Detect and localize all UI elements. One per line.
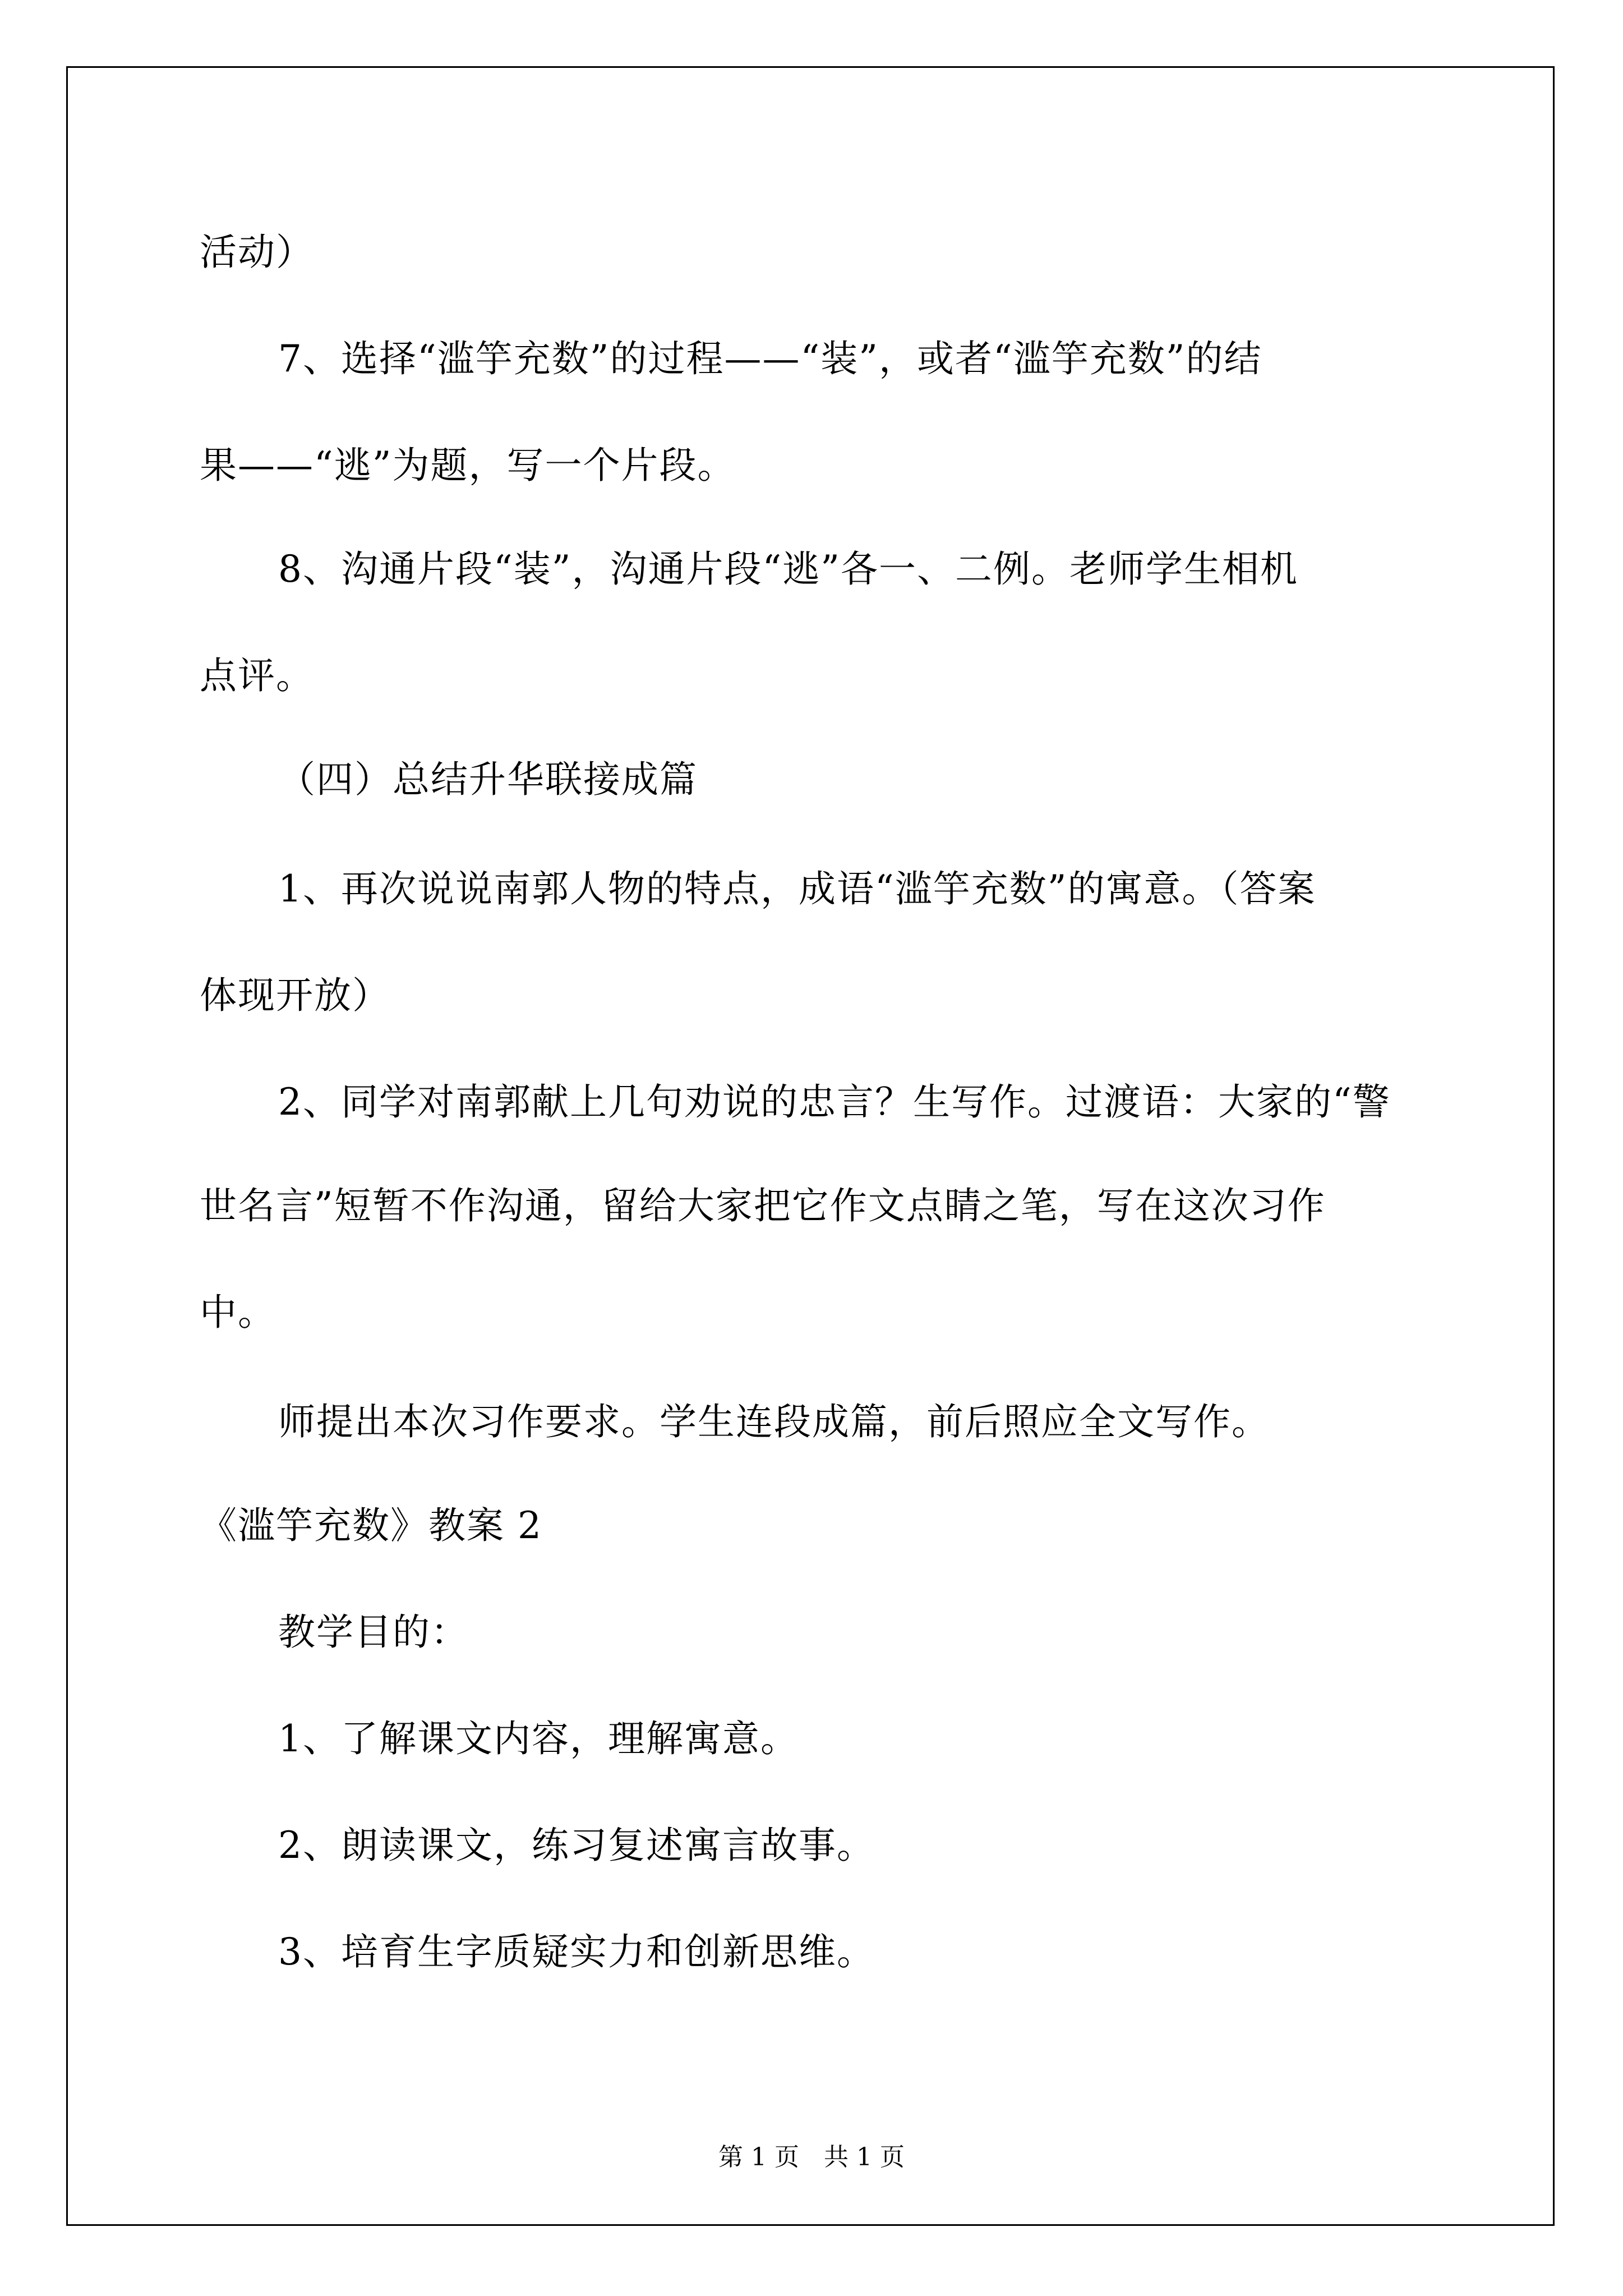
text-line: 体现开放）	[200, 974, 390, 1017]
text-line: 世名言”短暂不作沟通，留给大家把它作文点睛之笔，写在这次习作	[200, 1184, 1326, 1227]
page-border	[66, 66, 1555, 2226]
text-line: 果——“逃”为题，写一个片段。	[200, 444, 736, 487]
text-line: 点评。	[200, 654, 314, 697]
text-line: 2、同学对南郭献上几句劝说的忠言？生写作。过渡语：大家的“警	[278, 1080, 1391, 1124]
text-line: 7、选择“滥竽充数”的过程——“装”，或者“滥竽充数”的结	[278, 337, 1262, 380]
text-line: 师提出本次习作要求。学生连段成篇，前后照应全文写作。	[278, 1400, 1270, 1443]
text-line: 活动）	[200, 231, 314, 274]
text-line: 8、沟通片段“装”，沟通片段“逃”各一、二例。老师学生相机	[278, 547, 1298, 591]
text-line: 2、朗读课文，练习复述寓言故事。	[278, 1824, 875, 1867]
text-line: 3、培育生字质疑实力和创新思维。	[278, 1930, 875, 1973]
page-footer: 第 1 页 共 1 页	[718, 2143, 905, 2171]
text-line: 1、了解课文内容，理解寓意。	[278, 1717, 799, 1760]
text-line: 中。	[200, 1291, 276, 1334]
text-line: 教学目的：	[278, 1611, 469, 1654]
text-line: 1、再次说说南郭人物的特点，成语“滥竽充数”的寓意。（答案	[278, 867, 1316, 910]
section-heading: （四）总结升华联接成篇	[278, 758, 698, 801]
document-title: 《滥竽充数》教案 2	[200, 1504, 542, 1547]
